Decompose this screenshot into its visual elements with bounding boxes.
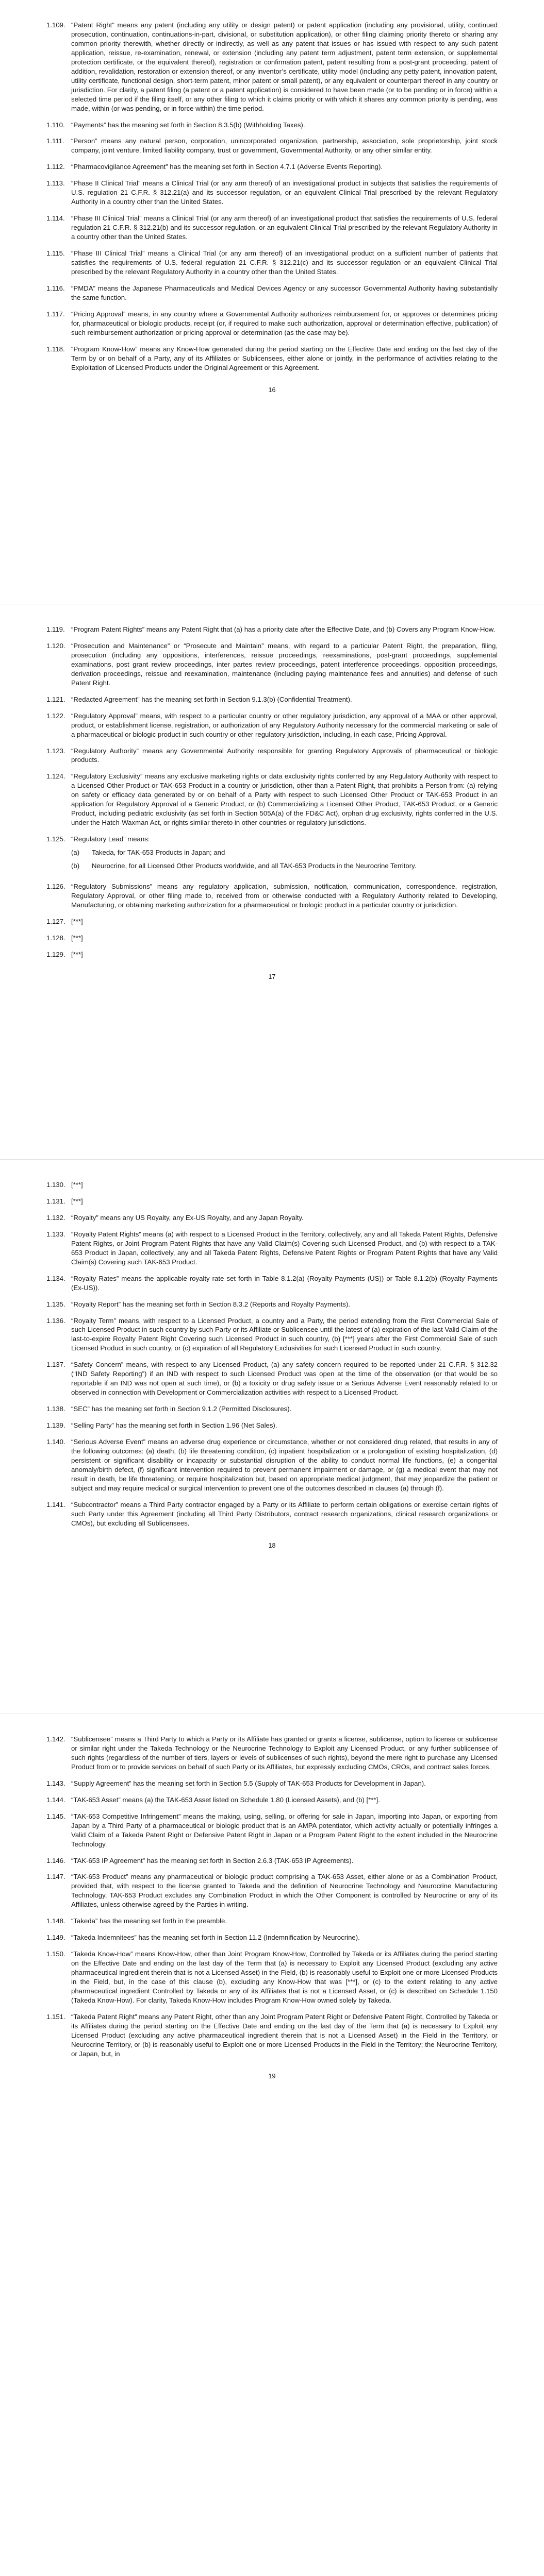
page-number: 16: [268, 386, 276, 394]
definition-text: “Royalty” means any US Royalty, any Ex-US Royalty, and any Japan Royalty.: [71, 1213, 304, 1222]
definition-text: “Program Know-How” means any Know-How generated during the period starting on the Effective Date and ending on the last day of the Term by or on behalf of a Party, any of its Affiliates or Sublicensees, either alone or jointly, in the performance of activities relating to the Exploitation of Licensed Products under the Original Agreement or this Agreement.: [71, 345, 498, 371]
sub-item-label: (b): [71, 862, 80, 870]
definition-text: “Royalty Report” has the meaning set forth in Section 8.3.2 (Reports and Royalty Payments).: [71, 1300, 350, 1308]
definition-text-block: [71, 1950, 498, 2005]
definition-text: “Regulatory Exclusivity” means any exclusive marketing rights or data exclusivity rights conferred by any Regulatory Authority with respect to a Licensed Other Product or TAK-653 Product in a country or jurisdiction, other than a Patent Right, that prohibits a Person from: (a) relying on safety or efficacy data generated by or on behalf of a Party with respect to such Licensed Other Product or TAK-653 Product in an application for Regulatory Approval of a Generic Product, or (b) Commercializing a Licensed Other Product, TAK-653 Product, or a Generic Product, including pediatric exclusivity (as set forth in Section 505A(a) of the FD&C Act), orphan drug exclusivity, rights conferred in the U.S. under the Hatch-Waxman Act, or rights similar thereto in other countries or regulatory jurisdictions.: [71, 772, 498, 827]
definition-item: [46, 641, 498, 688]
definition-text: “Redacted Agreement” has the meaning set forth in Section 9.1.3(b) (Confidential Treatment).: [71, 695, 352, 703]
section-number: 1.137.: [46, 1361, 65, 1369]
section-number: 1.113.: [46, 179, 65, 188]
definition-text-block: [71, 772, 498, 827]
definition-text: “Takeda Patent Right” means any Patent Right, other than any Joint Program Patent Right or Defensive Patent Right, Controlled by Takeda or its Affiliates during the period starting on the Effective Date and ending on the last day of the Term that (a) is necessary to Exploit any Licensed Product (excluding any active pharmaceutical ingredient therein that is not a Licensed Asset) in the Field in the Territory, or Neurocrine Territory, or (b) is reasonably useful to Exploit one or more Licensed Products in the Field in the Territory; the Neurocrine Territory, or Japan, but, in: [71, 2012, 498, 2058]
definition-item: [46, 882, 498, 910]
definition-item: [46, 625, 498, 634]
definition-text-block: [71, 162, 498, 172]
definition-item: [46, 1300, 498, 1309]
definition-text: “Program Patent Rights” means any Patent Right that (a) has a priority date after the Effective Date, and (b) Covers any Program Know-How.: [71, 625, 496, 633]
definition-text-block: [71, 1437, 498, 1493]
definition-text: [***]: [71, 1181, 83, 1189]
section-number: 1.134.: [46, 1274, 65, 1282]
definition-item: [46, 1779, 498, 1788]
definition-item: [46, 1180, 498, 1190]
definition-text-block: [71, 1856, 498, 1866]
section-number: 1.128.: [46, 934, 65, 942]
definition-text-block: [71, 711, 498, 739]
definition-item: [46, 1872, 498, 1909]
definition-text-block: [71, 1779, 498, 1788]
definition-text-block: [71, 121, 498, 130]
definition-item: [46, 1404, 498, 1414]
section-number: 1.121.: [46, 695, 65, 703]
definition-text: “Safety Concern” means, with respect to any Licensed Product, (a) any safety concern required to be reported under 21 C.F.R. § 312.32 (“IND Safety Reporting”) if an IND with respect to such Licensed Product was open at the time of the observation (or that would be so reportable if an IND was not open at such time), or (b) a toxicity or drug safety issue or a Serious Adverse Event reasonably related to or observed in connection with Development or Commercialization activities with respect to a Licensed Product.: [71, 1361, 498, 1397]
section-number: 1.129.: [46, 950, 65, 958]
page-body: [46, 1180, 498, 1528]
sub-item-label: (a): [71, 849, 80, 857]
page-body: [46, 625, 498, 959]
definition-text: “Pharmacovigilance Agreement” has the meaning set forth in Section 4.7.1 (Adverse Events Reporting).: [71, 163, 383, 171]
definition-text-block: [71, 179, 498, 207]
section-number: 1.114.: [46, 214, 65, 223]
definition-item: [46, 1437, 498, 1493]
section-number: 1.125.: [46, 835, 65, 843]
definition-text-block: [71, 1180, 498, 1190]
definition-text: “Regulatory Approval” means, with respect to a particular country or other regulatory jurisdiction, any approval of a MAA or other approval, product, or establishment license, registration, or authorization of any Regulatory Authority necessary for the commercial marketing or sale of a pharmaceutical or biologic product in such country or other regulatory jurisdiction, including, in each case, Pricing Approval.: [71, 711, 498, 738]
definition-text: [***]: [71, 917, 83, 925]
definition-item: [46, 934, 498, 943]
definition-text: “Person” means any natural person, corporation, unincorporated organization, partnership, association, sole proprietorship, joint stock company, joint venture, limited liability company, trust or government, Governmental Authority, or any other similar entity.: [71, 137, 498, 155]
definition-item: [46, 1950, 498, 2005]
definition-text: “Phase II Clinical Trial” means a Clinical Trial (or any arm thereof) of an investigational product in subjects that satisfies the requirements of U.S. regulation 21 C.F.R. § 312.21(a) and its successor regulation, or an equivalent Clinical Trial prescribed by the relevant Regulatory Authority in a country other than the United States.: [71, 179, 498, 206]
definition-text: “TAK-653 Product” means any pharmaceutical or biologic product comprising a TAK-653 Asset, either alone or as a Combination Product, provided that, with respect to the license granted to Takeda and the definition of Neurocrine Technology and Neurocrine Manufacturing Technology, TAK-653 Product excludes any Combination Product in which the Other Component is controlled by Neurocrine or any of its Affiliates, unless otherwise agreed by the Parties in writing.: [71, 1873, 498, 1909]
section-number: 1.127.: [46, 917, 65, 925]
definition-text: “Phase III Clinical Trial” means a Clinical Trial (or any arm thereof) of an investigational product on a sufficient number of patients that satisfies the requirements of U.S. federal regulation 21 C.F.R. § 312.21(c) and its successor regulation or an equivalent Clinical Trial prescribed by the relevant Regulatory Authority in a country other than the United States.: [71, 249, 498, 276]
definition-text-block: [71, 882, 498, 910]
definition-item: [46, 179, 498, 207]
section-number: 1.115.: [46, 249, 65, 258]
section-number: 1.146.: [46, 1856, 65, 1865]
definition-item: [46, 1360, 498, 1397]
definition-item: [46, 711, 498, 739]
definition-text: “TAK-653 Competitive Infringement” means the making, using, selling, or offering for sale in Japan, importing into Japan, or exporting from Japan by a Third Party of a pharmaceutical or biologic product that is an AMPA potentiator, which activity actually or potentially infringes a Valid Claim of a Takeda Patent Right or Defensive Patent Right in Japan or a Program Patent Right to the extent included in the Neurocrine Technology.: [71, 1812, 498, 1848]
definition-text-block: [71, 1360, 498, 1397]
definition-text-block: [71, 1933, 498, 1942]
definition-text-block: [71, 345, 498, 372]
definition-item: [46, 1856, 498, 1866]
page-number: 17: [268, 973, 276, 980]
section-number: 1.149.: [46, 1934, 65, 1942]
section-number: 1.117.: [46, 310, 65, 318]
definition-text-block: [71, 695, 498, 704]
definition-text-block: [71, 835, 498, 875]
definition-text: “Takeda” has the meaning set forth in the preamble.: [71, 1917, 227, 1925]
sub-item-text: Takeda, for TAK-653 Products in Japan; and: [92, 849, 225, 857]
section-number: 1.144.: [46, 1795, 65, 1804]
definition-text-block: [71, 284, 498, 302]
section-number: 1.148.: [46, 1917, 65, 1925]
definition-text: “Supply Agreement” has the meaning set forth in Section 5.5 (Supply of TAK-653 Products for Development in Japan).: [71, 1779, 426, 1787]
definition-text: “SEC” has the meaning set forth in Section 9.1.2 (Permitted Disclosures).: [71, 1405, 292, 1413]
definition-text: “Royalty Term” means, with respect to a Licensed Product, a country and a Party, the period extending from the First Commercial Sale of such Licensed Product in such country by such Party or its Affiliate or Sublicensee until the latest of (a) expiration of the last Valid Claim of the last-to-expire Royalty Patent Right Covering such Licensed Product in such country, (b) [***] years after the First Commercial Sale of such Licensed Product in such country, or (c) expiration of all Regulatory Exclusivities for such Licensed Product in such country.: [71, 1316, 498, 1352]
definition-text-block: [71, 1872, 498, 1909]
section-number: 1.123.: [46, 747, 65, 755]
section-number: 1.110.: [46, 121, 65, 129]
definition-item: [46, 121, 498, 130]
definition-text: “Subcontractor” means a Third Party contractor engaged by a Party or its Affiliate to perform certain obligations or exercise certain rights of such Party under this Agreement (including all Third Party Distributors, contract research organizations, clinical research organizations or CMOs), but excluding all Sublicensees.: [71, 1500, 498, 1527]
section-number: 1.119.: [46, 625, 65, 633]
definition-item: [46, 162, 498, 172]
section-number: 1.118.: [46, 345, 65, 353]
document-page: [0, 0, 544, 604]
page-number: 18: [268, 1541, 276, 1549]
definition-text: “Patent Right” means any patent (including any utility or design patent) or patent application (including any provisional, utility, continued prosecution, continuation, continuations-in-part, divisional, or substitution application), or other filing claiming priority thereto or sharing any common priority therewith, whether directly or indirectly, as well as any patent that issues or has issued with respect to any such patent application, reissue, re-examination, renewal, or extension (including any patent term adjustment, patent term extension, or supplemental protection certificate, or the equivalent thereof), registration or confirmation patent, patent resulting from a post-grant proceeding, patent of addition, revalidation, restoration or extension thereof, or any inventor’s certificate, utility model (including any petty patent, innovation patent, utility certificate, functional design, short-term patent, minor patent or small patent), or any equivalent or counterpart thereof in any country or jurisdiction. For clarity, a patent filing (a patent or a patent application) is considered to have been made (or to be pending or in force) within a selected time period if the filing itself, or any other filing to which it claims priority or with which it shares any common priority is pending, was made, within (or was pending, or in force within) the time period.: [71, 21, 498, 112]
definition-text-block: [71, 21, 498, 113]
sub-item-text: Neurocrine, for all Licensed Other Products worldwide, and all TAK-653 Products in the Neurocrine Territory.: [92, 862, 417, 870]
definition-item: [46, 214, 498, 242]
definition-item: [46, 1735, 498, 1772]
definition-text-block: [71, 2012, 498, 2059]
definition-text: “Regulatory Submissions” means any regulatory application, submission, notification, communication, correspondence, registration, Regulatory Approval, or other filing made to, received from or otherwise conducted with a Regulatory Authority related to Developing, Manufacturing, or obtaining marketing authorization for a pharmaceutical or biologic product in a particular country or jurisdiction.: [71, 883, 498, 909]
definition-text-block: [71, 934, 498, 943]
definition-text: “Pricing Approval” means, in any country where a Governmental Authority authorizes reimbursement for, or approves or determines pricing for, pharmaceutical or biologic products, receipt (or, if required to make such authorization, approval or determination effective, publication) of such reimbursement authorization or pricing approval or determination (as the case may be).: [71, 310, 498, 336]
document-page: [0, 1160, 544, 1714]
section-number: 1.143.: [46, 1779, 65, 1787]
sub-item: [71, 848, 498, 857]
definition-text: [***]: [71, 1197, 83, 1205]
definition-text: “TAK-653 IP Agreement” has the meaning set forth in Section 2.6.3 (TAK-653 IP Agreements).: [71, 1856, 354, 1865]
section-number: 1.141.: [46, 1500, 65, 1509]
section-number: 1.151.: [46, 2012, 65, 2021]
page-body: [46, 21, 498, 372]
section-number: 1.147.: [46, 1873, 65, 1881]
definition-text: “Payments” has the meaning set forth in Section 8.3.5(b) (Withholding Taxes).: [71, 121, 305, 129]
section-number: 1.135.: [46, 1300, 65, 1308]
page-number: 19: [268, 2072, 276, 2080]
page-body: [46, 1735, 498, 2059]
section-number: 1.131.: [46, 1197, 65, 1205]
definition-item: [46, 249, 498, 277]
definition-text-block: [71, 641, 498, 688]
definition-text-block: [71, 1300, 498, 1309]
definition-text: “Serious Adverse Event” means an adverse drug experience or circumstance, whether or not considered drug related, that results in any of the following outcomes: (a) death, (b) life threatening condition, (c) inpatient hospitalization or a prolongation of existing hospitalization, (d) persistent or significant disability or incapacity or substantial disruption of the ability to conduct normal life functions, (e) a congenital anomaly/birth defect, (f) significant intervention required to prevent permanent impairment or damage, or (g) a medical event that may not result in death, be life threatening, or require hospitalization but, based on appropriate medical judgment, that may jeopardize the patient or subject and may require medical or surgical intervention to prevent one of the outcomes described in clauses (a) through (f).: [71, 1438, 498, 1492]
definition-text: “PMDA” means the Japanese Pharmaceuticals and Medical Devices Agency or any successor Governmental Authority having substantially the same function.: [71, 284, 498, 301]
definition-text-block: [71, 1917, 498, 1926]
section-number: 1.120.: [46, 641, 65, 650]
definition-text-block: [71, 310, 498, 337]
definition-item: [46, 695, 498, 704]
definition-text-block: [71, 249, 498, 277]
section-number: 1.138.: [46, 1405, 65, 1413]
definition-text: “Sublicensee” means a Third Party to which a Party or its Affiliate has granted or grants a license, sublicense, option to license or sublicense or similar right under the Takeda Technology or the Neurocrine Technology to Exploit any Licensed Product, or any further sublicensee of such rights (regardless of the number of tiers, layers or levels of sublicenses of such rights), beyond the mere right to purchase any Licensed Product from or to provide services on behalf of such Party or its Affiliates, but expressly excluding CMOs, CROs, and contract sales forces.: [71, 1735, 498, 1771]
definition-text-block: [71, 1812, 498, 1849]
definition-text-block: [71, 137, 498, 155]
section-number: 1.109.: [46, 21, 65, 29]
definition-item: [46, 284, 498, 302]
section-number: 1.140.: [46, 1438, 65, 1446]
definition-text-block: [71, 1500, 498, 1528]
definition-item: [46, 21, 498, 113]
definition-text: “Takeda Indemnitees” has the meaning set forth in Section 11.2 (Indemnification by Neurocrine).: [71, 1934, 360, 1942]
definition-text: “Takeda Know-How” means Know-How, other than Joint Program Know-How, Controlled by Takeda or its Affiliates during the period starting on the Effective Date and ending on the last day of the Term that (a) is necessary to Exploit any Licensed Product (excluding any active pharmaceutical ingredient therein that is not a Licensed Asset) in the Field, (b) is reasonably useful to Exploit one or more Licensed Products in the Field, but, in the case of this clause (b), excluding any Know-How that was [***], or (c) to the extent relating to any active pharmaceutical ingredient Controlled by Takeda or any of its Affiliates that is not a Licensed Asset, or (c) is described on Schedule 1.150 (Takeda Know-How). For clarity, Takeda Know-How includes Program Know-How owned solely by Takeda.: [71, 1950, 498, 2004]
section-number: 1.132.: [46, 1213, 65, 1222]
definition-item: [46, 310, 498, 337]
definition-item: [46, 1213, 498, 1223]
section-number: 1.139.: [46, 1421, 65, 1430]
definition-text-block: [71, 1197, 498, 1206]
definition-text-block: [71, 917, 498, 926]
definition-item: [46, 1316, 498, 1353]
definition-text-block: [71, 1316, 498, 1353]
definition-text-block: [71, 625, 498, 634]
section-number: 1.111.: [46, 137, 64, 145]
definition-item: [46, 772, 498, 827]
definition-text-block: [71, 1230, 498, 1267]
definition-text: [***]: [71, 934, 83, 942]
document-page: [0, 1714, 544, 2269]
definition-text-block: [71, 747, 498, 765]
definition-text: “Phase III Clinical Trial” means a Clinical Trial (or any arm thereof) of an investigational product that satisfies the requirements of U.S. federal regulation 21 C.F.R. § 312.21(b) and its successor regulation, or an equivalent Clinical Trial prescribed by the relevant Regulatory Authority in a country other than the United States.: [71, 214, 498, 241]
sub-item: [71, 861, 498, 871]
definition-item: [46, 1795, 498, 1805]
definition-item: [46, 1812, 498, 1849]
definition-text-block: [71, 1421, 498, 1430]
document-page: [0, 604, 544, 1159]
definition-text: [***]: [71, 950, 83, 958]
definition-text: “Regulatory Authority” means any Governmental Authority responsible for granting Regulatory Approvals of pharmaceutical or biologic products.: [71, 747, 498, 764]
definition-text-block: [71, 1213, 498, 1223]
section-number: 1.150.: [46, 1950, 65, 1958]
section-number: 1.145.: [46, 1812, 65, 1820]
definition-item: [46, 1197, 498, 1206]
definition-item: [46, 2012, 498, 2059]
section-number: 1.122.: [46, 711, 65, 720]
definition-item: [46, 1917, 498, 1926]
definition-item: [46, 1933, 498, 1942]
definition-text: “Royalty Patent Rights” means (a) with respect to a Licensed Product in the Territory, collectively, any and all Takeda Patent Rights, Defensive Patent Rights, or Joint Program Patent Rights that have any Valid Claim(s) Covering such Licensed Product, and (b) with respect to a TAK-653 Product in Japan, collectively, any and all Takeda Patent Rights, Defensive Patent Rights or Program Patent Rights that have any Valid Claim(s) Covering such TAK-653 Product.: [71, 1230, 498, 1266]
definition-item: [46, 1421, 498, 1430]
definition-item: [46, 137, 498, 155]
definition-text-block: [71, 1404, 498, 1414]
definition-text: “Prosecution and Maintenance” or “Prosecute and Maintain” means, with regard to a particular Patent Right, the preparation, filing, prosecution (including any oppositions, interferences, reissue proceedings, reexaminations, post-grant proceedings, supplemental examinations, post grant review proceedings, inter partes review proceedings, patent interference proceedings, opposition proceedings, derivation proceedings, reissue and reexamination, maintenance (including paying maintenance fees and annuities) and defense of such Patent Right.: [71, 641, 498, 687]
definition-text-block: [71, 1274, 498, 1293]
definition-item: [46, 917, 498, 926]
definition-item: [46, 950, 498, 959]
section-number: 1.116.: [46, 284, 65, 292]
definition-text-block: [71, 1735, 498, 1772]
section-number: 1.142.: [46, 1735, 65, 1743]
definition-text: “Selling Party” has the meaning set forth in Section 1.96 (Net Sales).: [71, 1421, 277, 1430]
definition-item: [46, 345, 498, 372]
section-number: 1.133.: [46, 1230, 65, 1238]
section-number: 1.126.: [46, 883, 65, 891]
definition-text: “Regulatory Lead” means:: [71, 835, 150, 843]
definition-text: “Royalty Rates” means the applicable royalty rate set forth in Table 8.1.2(a) (Royalty Payments (US)) or Table 8.1.2(b) (Royalty Payments (Ex-US)).: [71, 1274, 498, 1292]
definition-item: [46, 1230, 498, 1267]
definition-text-block: [71, 950, 498, 959]
definition-text-block: [71, 1795, 498, 1805]
definition-item: [46, 747, 498, 765]
definition-item: [46, 1274, 498, 1293]
definition-text: “TAK-653 Asset” means (a) the TAK-653 Asset listed on Schedule 1.80 (Licensed Assets), and (b) [***].: [71, 1795, 380, 1804]
definition-text-block: [71, 214, 498, 242]
section-number: 1.136.: [46, 1316, 65, 1325]
definition-item: [46, 835, 498, 875]
section-number: 1.112.: [46, 163, 65, 171]
definition-item: [46, 1500, 498, 1528]
section-number: 1.130.: [46, 1181, 65, 1189]
section-number: 1.124.: [46, 772, 65, 781]
